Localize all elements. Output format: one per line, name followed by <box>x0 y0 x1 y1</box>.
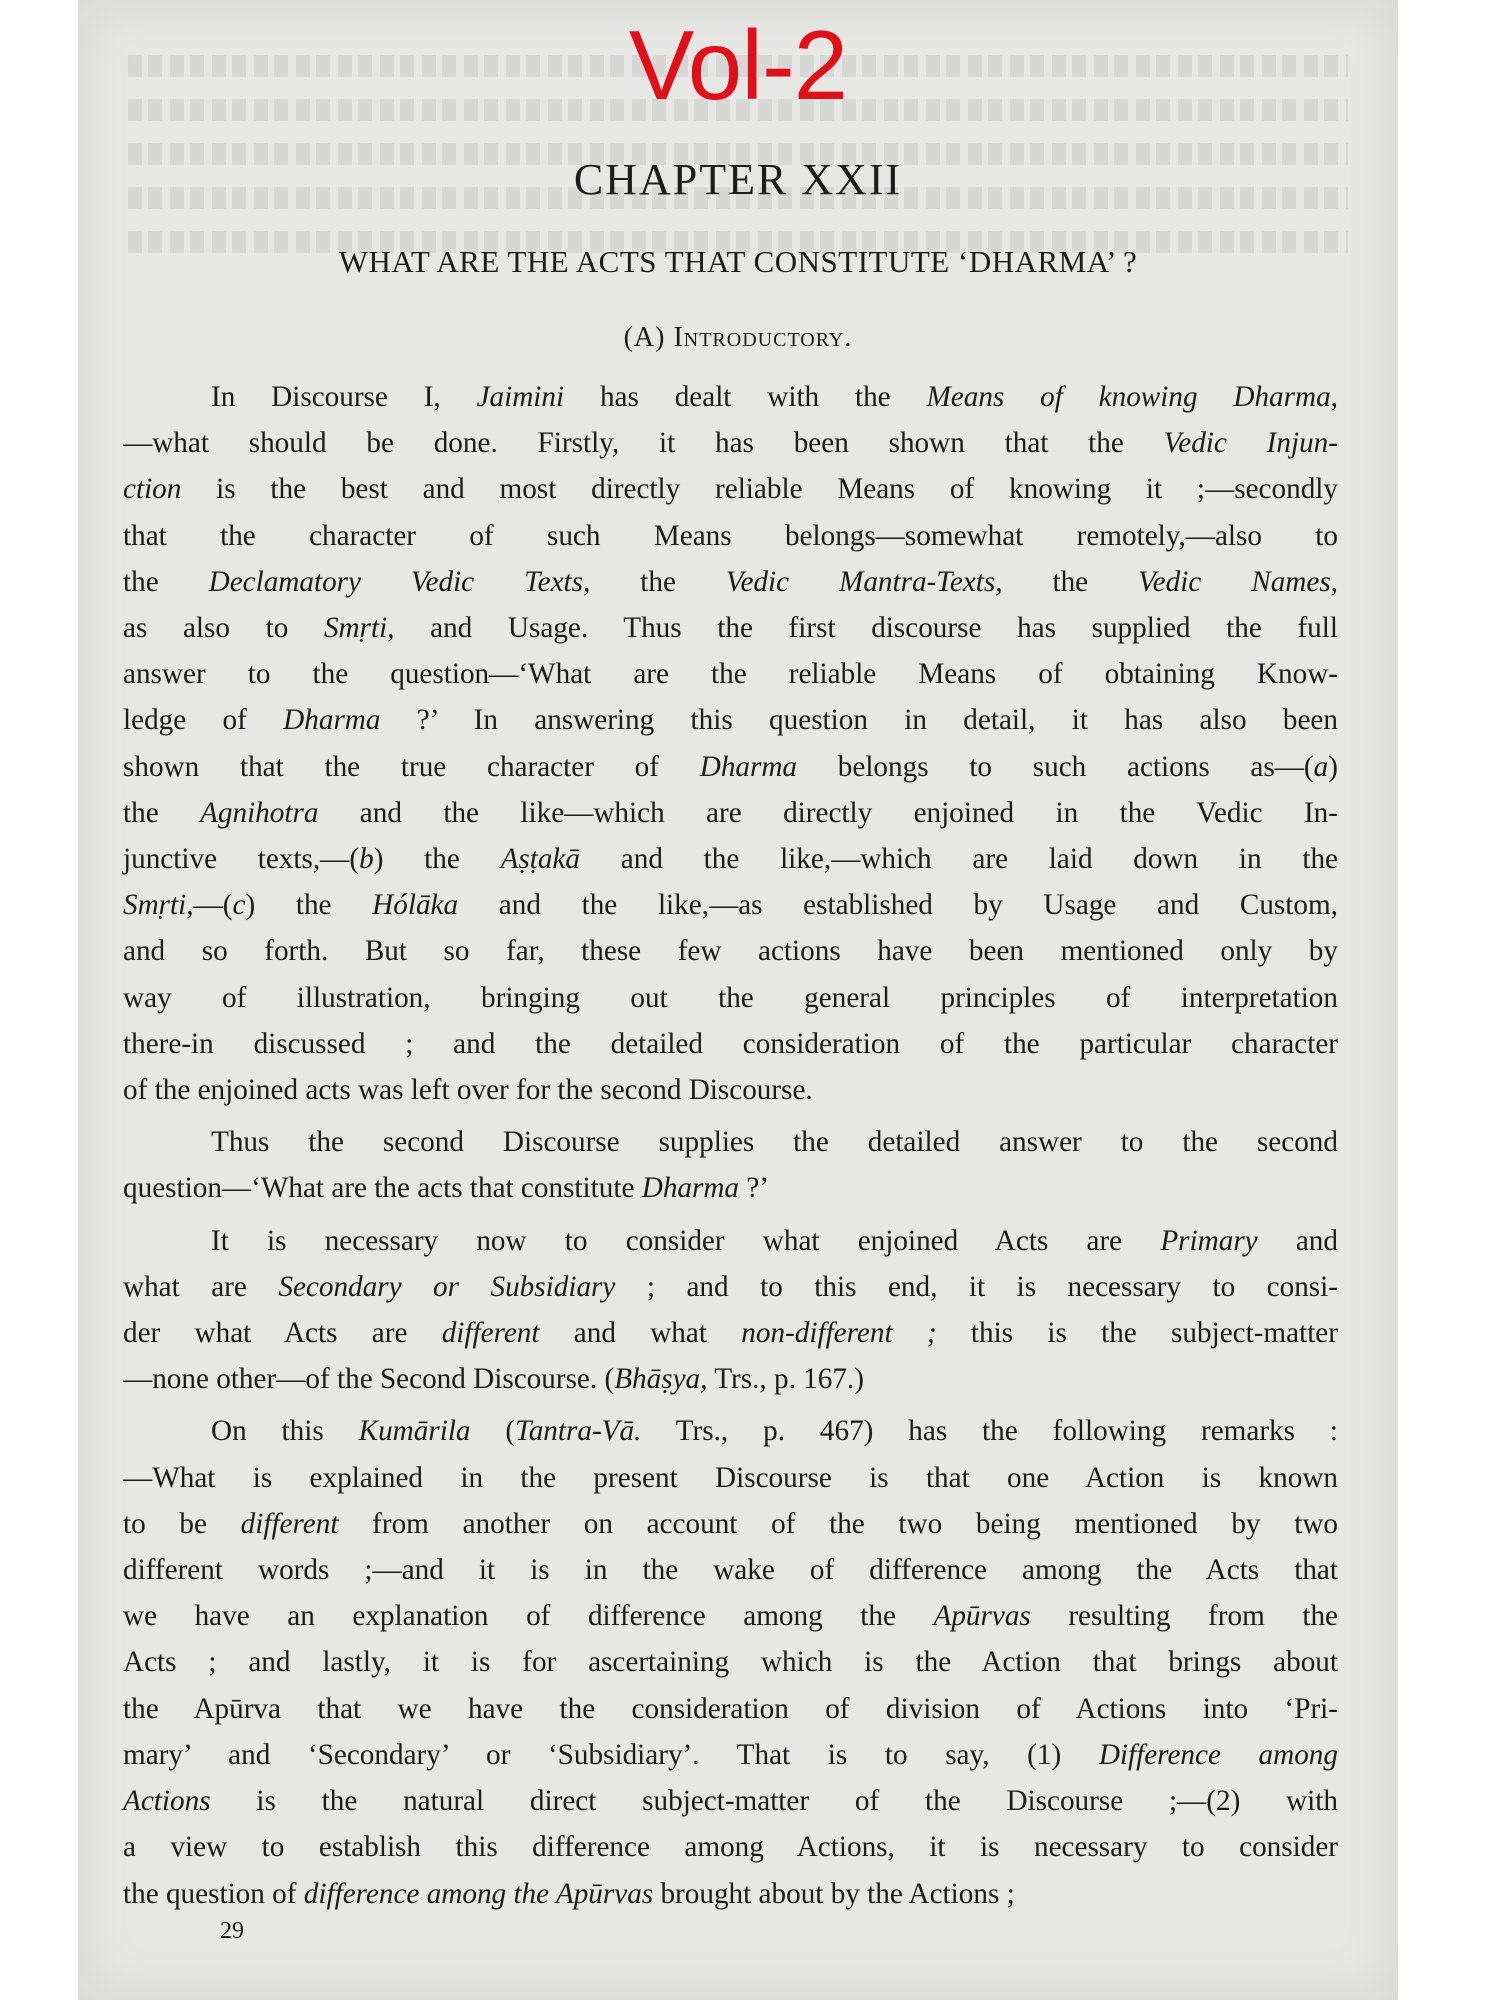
paragraph <box>123 1119 1338 1211</box>
text-segment: of the enjoined acts was left over for the second Discourse. <box>123 1074 813 1107</box>
text-segment: ; and to this end, it is necessary to consi- <box>615 1270 1338 1303</box>
text-segment: In Discourse I, <box>211 381 477 413</box>
text-segment: Tantra-Vā. <box>515 1415 642 1448</box>
text-segment: Jaimini <box>476 381 565 413</box>
text-line <box>123 1501 1338 1547</box>
text-line <box>123 1067 1338 1113</box>
text-line <box>123 1310 1338 1356</box>
text-segment: from another on account of the two being mentioned by two <box>338 1507 1338 1540</box>
text-line <box>123 559 1338 605</box>
text-line <box>123 1824 1338 1870</box>
text-segment: belongs to such actions as—( <box>797 750 1314 783</box>
chapter-title: CHAPTER XXII <box>573 155 903 204</box>
text-segment: mary’ and ‘Secondary’ or ‘Subsidiary’. That is to say, (1) <box>123 1738 1099 1771</box>
text-segment: different <box>240 1507 339 1540</box>
text-segment: It is necessary now to consider what enjoined Acts are <box>211 1224 1161 1257</box>
text-segment: ?’ <box>739 1172 770 1205</box>
text-segment: Agnihotra <box>200 796 319 829</box>
text-segment: and the like,—as established by Usage and Custom, <box>458 889 1338 922</box>
text-segment: —What is explained in the present Discourse is that one Action is known <box>123 1461 1338 1494</box>
text-segment: ?’ In answering this question in detail, it has also been <box>380 704 1338 737</box>
paragraph <box>123 374 1338 1113</box>
text-segment: as also to <box>123 612 324 645</box>
text-segment: Trs., p. 467) has the following remarks : <box>641 1415 1338 1448</box>
text-line <box>123 513 1338 559</box>
text-segment: ( <box>470 1415 516 1448</box>
text-segment: Smṛti, <box>123 889 194 922</box>
text-segment: Apūrvas <box>933 1600 1031 1633</box>
section-title: WHAT ARE THE ACTS THAT CONSTITUTE ‘DHARMA’ ? <box>338 244 1138 279</box>
text-line <box>123 1547 1338 1593</box>
scanned-book-page <box>78 0 1398 2000</box>
text-segment: the <box>123 796 201 829</box>
text-segment: Dharma <box>699 750 798 783</box>
text-segment: ) the <box>245 889 373 922</box>
text-segment: Smṛti, <box>323 612 395 645</box>
text-line <box>123 420 1338 466</box>
text-segment: Kumārila <box>358 1415 471 1448</box>
text-segment: ) the <box>373 843 501 876</box>
text-segment: non-different ; <box>741 1317 937 1350</box>
text-segment: resulting from the <box>1030 1600 1338 1633</box>
text-segment: and the like—which are directly enjoined in the Vedic In- <box>318 796 1338 829</box>
text-segment: and so forth. But so far, these few actions have been mentioned only by <box>123 935 1338 968</box>
text-segment: and the like,—which are laid down in the <box>580 843 1338 876</box>
text-segment: is the natural direct subject-matter of the Discourse ;—(2) with <box>210 1785 1338 1818</box>
text-segment: Primary <box>1160 1224 1258 1257</box>
text-segment: and what <box>539 1317 742 1350</box>
text-line <box>123 1778 1338 1824</box>
text-segment: the <box>1002 565 1139 598</box>
text-line <box>123 466 1338 512</box>
text-line <box>123 882 1338 928</box>
text-line <box>123 697 1338 743</box>
text-segment: Vedic Names, <box>1138 565 1338 598</box>
text-line <box>123 1264 1338 1310</box>
text-segment: different <box>441 1317 540 1350</box>
text-line <box>123 374 1338 420</box>
text-segment: the Apūrva that we have the consideration of division of Actions into ‘Pri- <box>123 1692 1338 1725</box>
text-segment: that the character of such Means belongs—somewhat remotely,—also to <box>123 519 1338 552</box>
paragraph <box>123 1218 1338 1403</box>
text-segment: —( <box>193 889 233 922</box>
text-line <box>123 975 1338 1021</box>
sub-heading: (A) Introductory. <box>623 322 853 353</box>
text-segment: Trs., p. 167.) <box>707 1363 864 1396</box>
text-segment: Vedic Mantra-Texts, <box>725 565 1003 598</box>
text-segment: has dealt with the <box>564 381 927 413</box>
paragraph <box>123 1408 1338 1916</box>
text-line <box>123 1408 1338 1454</box>
text-segment: a view to establish this difference among Actions, it is necessary to consider <box>123 1831 1338 1864</box>
text-segment: c <box>232 889 246 922</box>
text-segment: Difference among <box>1098 1738 1338 1771</box>
text-line <box>123 1639 1338 1685</box>
text-segment: is the best and most directly reliable Means of knowing it ;—secondly <box>181 473 1338 506</box>
text-line <box>123 1021 1338 1067</box>
text-segment: Declamatory Vedic Texts, <box>208 565 591 598</box>
page-number: 29 <box>220 1918 244 1944</box>
text-line <box>123 928 1338 974</box>
text-segment: shown that the true character of <box>123 750 700 783</box>
text-segment: On this <box>211 1415 359 1448</box>
text-line <box>123 1218 1338 1264</box>
volume-label: Vol-2 <box>628 10 848 120</box>
text-segment: and <box>1257 1224 1338 1257</box>
text-segment: this is the subject-matter <box>936 1317 1338 1350</box>
text-segment: and Usage. Thus the first discourse has supplied the full <box>394 612 1338 645</box>
text-segment: Hólāka <box>372 889 459 922</box>
text-segment: question—‘What are the acts that constitute <box>123 1172 642 1205</box>
body-text <box>123 374 1338 1917</box>
text-segment: —none other—of the Second Discourse. ( <box>123 1363 615 1396</box>
text-segment: brought about by the Actions ; <box>653 1877 1015 1910</box>
text-line <box>123 744 1338 790</box>
text-segment: Dharma <box>641 1172 740 1205</box>
text-line <box>123 605 1338 651</box>
text-segment: to be <box>123 1507 241 1540</box>
text-segment: Bhāṣya, <box>614 1363 708 1396</box>
text-line <box>123 1455 1338 1501</box>
text-line <box>123 836 1338 882</box>
text-segment: ) <box>1328 750 1338 783</box>
text-segment: ction <box>123 473 182 506</box>
text-line <box>123 1356 1338 1402</box>
text-segment: Actions <box>123 1785 211 1818</box>
text-segment: b <box>359 843 374 876</box>
text-segment: the question of <box>123 1877 304 1910</box>
text-segment: there-in discussed ; and the detailed consideration of the particular character <box>123 1027 1338 1060</box>
text-segment: ledge of <box>123 704 284 737</box>
text-segment: difference among the Apūrvas <box>303 1877 654 1910</box>
text-segment: answer to the question—‘What are the reliable Means of obtaining Know- <box>123 658 1338 691</box>
text-segment: junctive texts,—( <box>123 843 360 876</box>
text-segment: Vedic Injun- <box>1163 427 1338 460</box>
text-line <box>123 790 1338 836</box>
text-line <box>123 1732 1338 1778</box>
text-segment: —what should be done. Firstly, it has been shown that the <box>123 427 1164 460</box>
text-line <box>123 1871 1338 1917</box>
text-segment: Dharma <box>283 704 381 737</box>
text-segment: way of illustration, bringing out the general principles of interpretation <box>123 981 1338 1014</box>
text-line <box>123 1165 1338 1211</box>
text-segment: Acts ; and lastly, it is for ascertaining which is the Action that brings about <box>123 1646 1338 1679</box>
text-segment: a <box>1313 750 1329 783</box>
text-segment: Aṣṭakā <box>500 843 581 876</box>
text-segment: Means of knowing Dharma, <box>926 381 1338 413</box>
text-line <box>123 1593 1338 1639</box>
text-segment: the <box>123 565 209 598</box>
text-segment: Secondary or Subsidiary <box>278 1270 616 1303</box>
text-line <box>123 1119 1338 1165</box>
text-segment: der what Acts are <box>123 1317 442 1350</box>
text-segment: we have an explanation of difference among the <box>123 1600 934 1633</box>
text-segment: different words ;—and it is in the wake of difference among the Acts that <box>123 1554 1338 1587</box>
text-segment: the <box>590 565 726 598</box>
text-segment: what are <box>123 1270 279 1303</box>
text-line <box>123 1686 1338 1732</box>
text-segment: Thus the second Discourse supplies the detailed answer to the second <box>211 1126 1338 1159</box>
text-line <box>123 651 1338 697</box>
